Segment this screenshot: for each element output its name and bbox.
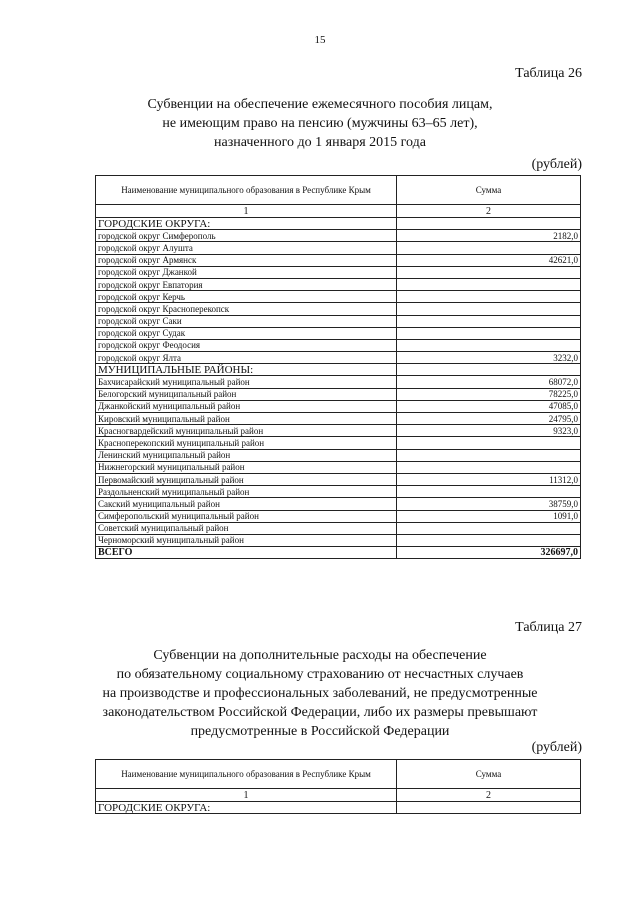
municipality-name: ВСЕГО	[96, 547, 397, 559]
municipality-name: городской округ Симферополь	[96, 230, 397, 242]
amount-cell: 1091,0	[397, 510, 581, 522]
table-row	[96, 400, 581, 412]
table-row	[96, 266, 581, 278]
table-row	[96, 413, 581, 425]
column-header-sum: Сумма	[397, 176, 581, 205]
amount-cell	[397, 303, 581, 315]
municipality-name: городской округ Джанкой	[96, 266, 397, 278]
table-27	[95, 759, 581, 814]
column-number-2: 2	[397, 789, 581, 802]
amount-cell: 42621,0	[397, 254, 581, 266]
table-row	[96, 486, 581, 498]
table-26-units: (рублей)	[531, 157, 582, 172]
table-row	[96, 437, 581, 449]
group-header-row	[96, 218, 581, 230]
amount-cell: 11312,0	[397, 473, 581, 485]
table-row	[96, 254, 581, 266]
amount-cell	[397, 364, 581, 376]
amount-cell	[397, 486, 581, 498]
table-row	[96, 315, 581, 327]
amount-cell: 47085,0	[397, 400, 581, 412]
table-row	[96, 291, 581, 303]
group-header-row	[96, 802, 581, 814]
municipality-name: городской округ Евпатория	[96, 278, 397, 290]
municipality-name: Черноморский муниципальный район	[96, 534, 397, 546]
title-line: по обязательному социальному страхованию от несчастных случаев	[116, 667, 524, 682]
title-line: законодательством Российской Федерации, либо их размеры превышают	[102, 705, 538, 720]
amount-cell	[397, 534, 581, 546]
column-header-sum: Сумма	[397, 760, 581, 789]
amount-cell	[397, 339, 581, 351]
amount-cell	[397, 461, 581, 473]
table-row	[96, 498, 581, 510]
amount-cell: 3232,0	[397, 352, 581, 364]
table-26-title	[0, 95, 640, 152]
column-number-1: 1	[96, 205, 397, 218]
column-number-row	[96, 789, 581, 802]
municipality-name: Нижнегорский муниципальный район	[96, 461, 397, 473]
table-row	[96, 449, 581, 461]
column-header-name: Наименование муниципального образования в Республике Крым	[96, 760, 397, 789]
municipality-name: городской округ Красноперекопск	[96, 303, 397, 315]
column-header-name: Наименование муниципального образования в Республике Крым	[96, 176, 397, 205]
municipality-name: Красногвардейский муниципальный район	[96, 425, 397, 437]
table-row	[96, 303, 581, 315]
municipality-name: Ленинский муниципальный район	[96, 449, 397, 461]
title-line: на производстве и профессиональных заболеваний, не предусмотренные	[102, 686, 538, 701]
table-row	[96, 534, 581, 546]
column-number-row	[96, 205, 581, 218]
amount-cell	[397, 327, 581, 339]
table-27-title	[0, 646, 640, 741]
table-row	[96, 461, 581, 473]
municipality-name: Сакский муниципальный район	[96, 498, 397, 510]
total-row	[96, 547, 581, 559]
municipality-name: Бахчисарайский муниципальный район	[96, 376, 397, 388]
municipality-name: Советский муниципальный район	[96, 522, 397, 534]
municipality-name: городской округ Армянск	[96, 254, 397, 266]
group-header-row	[96, 364, 581, 376]
municipality-name: МУНИЦИПАЛЬНЫЕ РАЙОНЫ:	[96, 364, 397, 376]
title-line: назначенного до 1 января 2015 года	[214, 135, 426, 150]
table-row	[96, 242, 581, 254]
municipality-name: городской округ Алушта	[96, 242, 397, 254]
municipality-name: ГОРОДСКИЕ ОКРУГА:	[96, 218, 397, 230]
table-row	[96, 230, 581, 242]
amount-cell: 38759,0	[397, 498, 581, 510]
amount-cell	[397, 315, 581, 327]
amount-cell: 2182,0	[397, 230, 581, 242]
municipality-name: городской округ Керчь	[96, 291, 397, 303]
municipality-name: городской округ Судак	[96, 327, 397, 339]
municipality-name: городской округ Ялта	[96, 352, 397, 364]
table-row	[96, 425, 581, 437]
table-27-label: Таблица 27	[515, 620, 582, 635]
amount-cell	[397, 291, 581, 303]
table-26	[95, 175, 581, 559]
table-row	[96, 376, 581, 388]
municipality-name: Белогорский муниципальный район	[96, 388, 397, 400]
municipality-name: Красноперекопский муниципальный район	[96, 437, 397, 449]
amount-cell	[397, 218, 581, 230]
table-row	[96, 278, 581, 290]
municipality-name: Джанкойский муниципальный район	[96, 400, 397, 412]
table-26-label: Таблица 26	[515, 66, 582, 81]
table-header-row	[96, 176, 581, 205]
table-header-row	[96, 760, 581, 789]
amount-cell: 9323,0	[397, 425, 581, 437]
amount-cell: 326697,0	[397, 547, 581, 559]
municipality-name: ГОРОДСКИЕ ОКРУГА:	[96, 802, 397, 814]
title-line: не имеющим право на пенсию (мужчины 63–65 лет),	[162, 116, 478, 131]
table-row	[96, 510, 581, 522]
title-line: Субвенции на обеспечение ежемесячного пособия лицам,	[147, 97, 493, 112]
column-number-2: 2	[397, 205, 581, 218]
amount-cell	[397, 802, 581, 814]
municipality-name: городской округ Феодосия	[96, 339, 397, 351]
amount-cell	[397, 278, 581, 290]
column-number-1: 1	[96, 789, 397, 802]
table-row	[96, 352, 581, 364]
title-line: Субвенции на дополнительные расходы на обеспечение	[153, 648, 487, 663]
table-row	[96, 388, 581, 400]
amount-cell	[397, 266, 581, 278]
municipality-name: Первомайский муниципальный район	[96, 473, 397, 485]
amount-cell: 78225,0	[397, 388, 581, 400]
municipality-name: Кировский муниципальный район	[96, 413, 397, 425]
table-row	[96, 339, 581, 351]
municipality-name: Раздольненский муниципальный район	[96, 486, 397, 498]
page-number: 15	[314, 34, 326, 46]
amount-cell	[397, 522, 581, 534]
amount-cell	[397, 242, 581, 254]
amount-cell: 68072,0	[397, 376, 581, 388]
table-27-units: (рублей)	[531, 740, 582, 755]
amount-cell: 24795,0	[397, 413, 581, 425]
amount-cell	[397, 449, 581, 461]
table-row	[96, 327, 581, 339]
title-line: предусмотренные в Российской Федерации	[190, 724, 450, 739]
municipality-name: городской округ Саки	[96, 315, 397, 327]
municipality-name: Симферопольский муниципальный район	[96, 510, 397, 522]
amount-cell	[397, 437, 581, 449]
table-row	[96, 522, 581, 534]
table-row	[96, 473, 581, 485]
